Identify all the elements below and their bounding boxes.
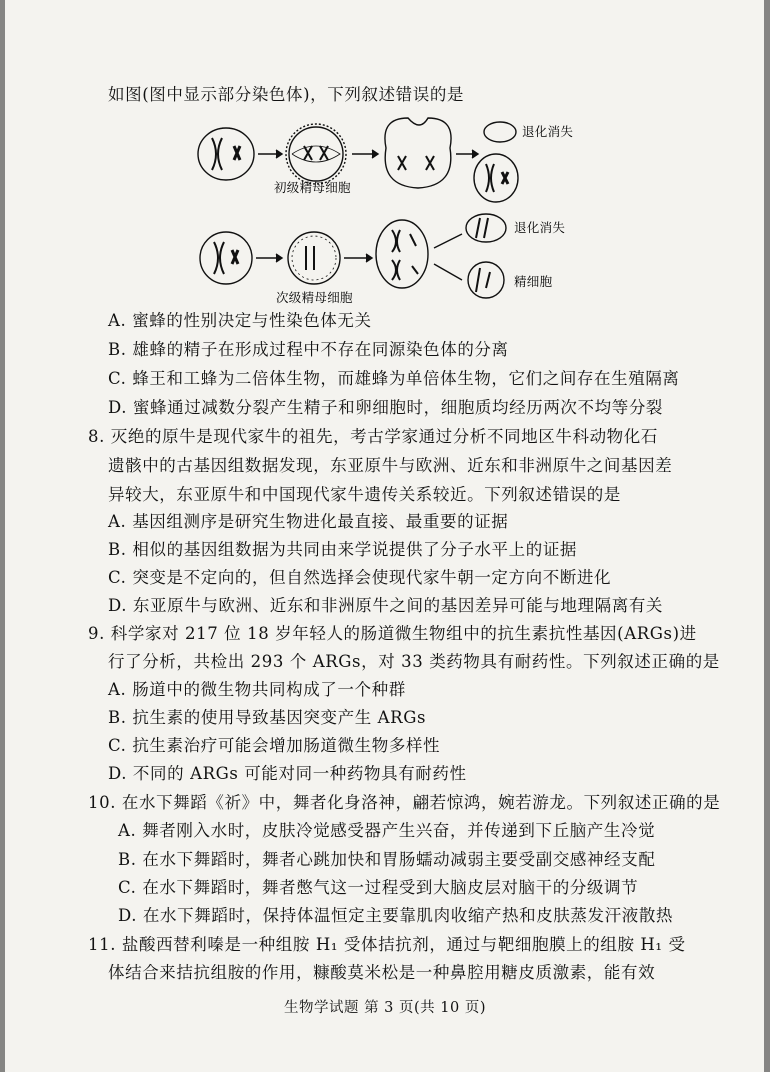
q9-option-a: A. 肠道中的微生物共同构成了一个种群 <box>108 680 406 699</box>
q8-stem-line-2: 遗骸中的古基因组数据发现，东亚原牛与欧洲、近东和非洲原牛之间基因差 <box>108 456 673 475</box>
q10-option-d: D. 在水下舞蹈时，保持体温恒定主要靠肌肉收缩产热和皮肤蒸发汗液散热 <box>118 906 674 925</box>
q8-stem-line-3: 异较大，东亚原牛和中国现代家牛遗传关系较近。下列叙述错误的是 <box>108 485 621 504</box>
row2-cell-3-dividing <box>376 220 428 288</box>
q9-option-b: B. 抗生素的使用导致基因突变产生 ARGs <box>108 708 427 727</box>
row1-polar-body <box>484 122 516 142</box>
q7-option-c: C. 蜂王和工蜂为二倍体生物，而雄蜂为单倍体生物，它们之间存在生殖隔离 <box>108 369 680 388</box>
q9-stem-line-2: 行了分析，共检出 293 个 ARGs，对 33 类药物具有耐药性。下列叙述正确的是 <box>108 652 720 671</box>
row1-cell1-chromosome-small <box>234 146 240 160</box>
q9-option-d: D. 不同的 ARGs 可能对同一种药物具有耐药性 <box>108 764 467 783</box>
label-degenerate-2: 退化消失 <box>514 220 566 235</box>
q8-option-b: B. 相似的基因组数据为共同由来学说提供了分子水平上的证据 <box>108 540 578 559</box>
q8-option-c: C. 突变是不定向的，但自然选择会使现代家牛朝一定方向不断进化 <box>108 568 612 587</box>
q7-stem: 如图(图中显示部分染色体)，下列叙述错误的是 <box>108 85 465 104</box>
q11-stem-line-2: 体结合来拮抗组胺的作用，糠酸莫米松是一种鼻腔用糖皮质激素，能有效 <box>108 963 656 982</box>
q8-option-a: A. 基因组测序是研究生物进化最直接、最重要的证据 <box>108 512 509 531</box>
q8-option-d: D. 东亚原牛与欧洲、近东和非洲原牛之间的基因差异可能与地理隔离有关 <box>108 596 664 615</box>
scan-edge-left <box>0 0 5 1072</box>
label-primary-spermatocyte: 初级精母细胞 <box>274 180 351 195</box>
meiosis-diagram <box>180 108 620 308</box>
row1-cell-1 <box>198 128 254 180</box>
row2-arrow-4 <box>434 264 462 280</box>
q9-stem-line-1: 9. 科学家对 217 位 18 岁年轻人的肠道微生物组中的抗生素抗性基因(ARGs)进 <box>88 624 697 643</box>
row1-cell2-spindle <box>292 146 340 162</box>
label-sperm-cell: 精细胞 <box>514 274 553 289</box>
q10-option-a: A. 舞者刚入水时，皮肤冷觉感受器产生兴奋，并传递到下丘脑产生冷觉 <box>118 821 656 840</box>
q9-option-c: C. 抗生素治疗可能会增加肠道微生物多样性 <box>108 736 441 755</box>
q10-option-c: C. 在水下舞蹈时，舞者憋气这一过程受到大脑皮层对脑干的分级调节 <box>118 878 639 897</box>
q10-option-b: B. 在水下舞蹈时，舞者心跳加快和胃肠蠕动减弱主要受副交感神经支配 <box>118 850 656 869</box>
q10-stem: 10. 在水下舞蹈《祈》中，舞者化身洛神，翩若惊鸿，婉若游龙。下列叙述正确的是 <box>88 793 721 812</box>
label-secondary-spermatocyte: 次级精母细胞 <box>276 290 353 305</box>
row1-cell1-chromosome-x <box>212 138 222 170</box>
q7-option-a: A. 蜜蜂的性别决定与性染色体无关 <box>108 311 372 330</box>
q8-stem-line-1: 8. 灭绝的原牛是现代家牛的祖先，考古学家通过分析不同地区牛科动物化石 <box>88 427 658 446</box>
row1-cell-2-primary <box>286 124 346 184</box>
row2-arrow-3 <box>434 234 462 248</box>
row2-cell-1 <box>200 232 252 284</box>
q7-option-d: D. 蜜蜂通过减数分裂产生精子和卵细胞时，细胞质均经历两次不均等分裂 <box>108 398 664 417</box>
row1-cell-3-dividing <box>385 118 451 188</box>
label-degenerate-1: 退化消失 <box>522 124 574 139</box>
page-footer: 生物学试题 第 3 页(共 10 页) <box>283 1000 487 1016</box>
q11-stem-line-1: 11. 盐酸西替利嗪是一种组胺 H₁ 受体拮抗剂，通过与靶细胞膜上的组胺 H₁ 受 <box>88 935 686 954</box>
row2-sperm-cell <box>468 262 504 298</box>
q7-option-b: B. 雄蜂的精子在形成过程中不存在同源染色体的分离 <box>108 340 509 359</box>
scan-edge-right <box>764 0 770 1072</box>
row1-cell-4 <box>474 154 518 202</box>
